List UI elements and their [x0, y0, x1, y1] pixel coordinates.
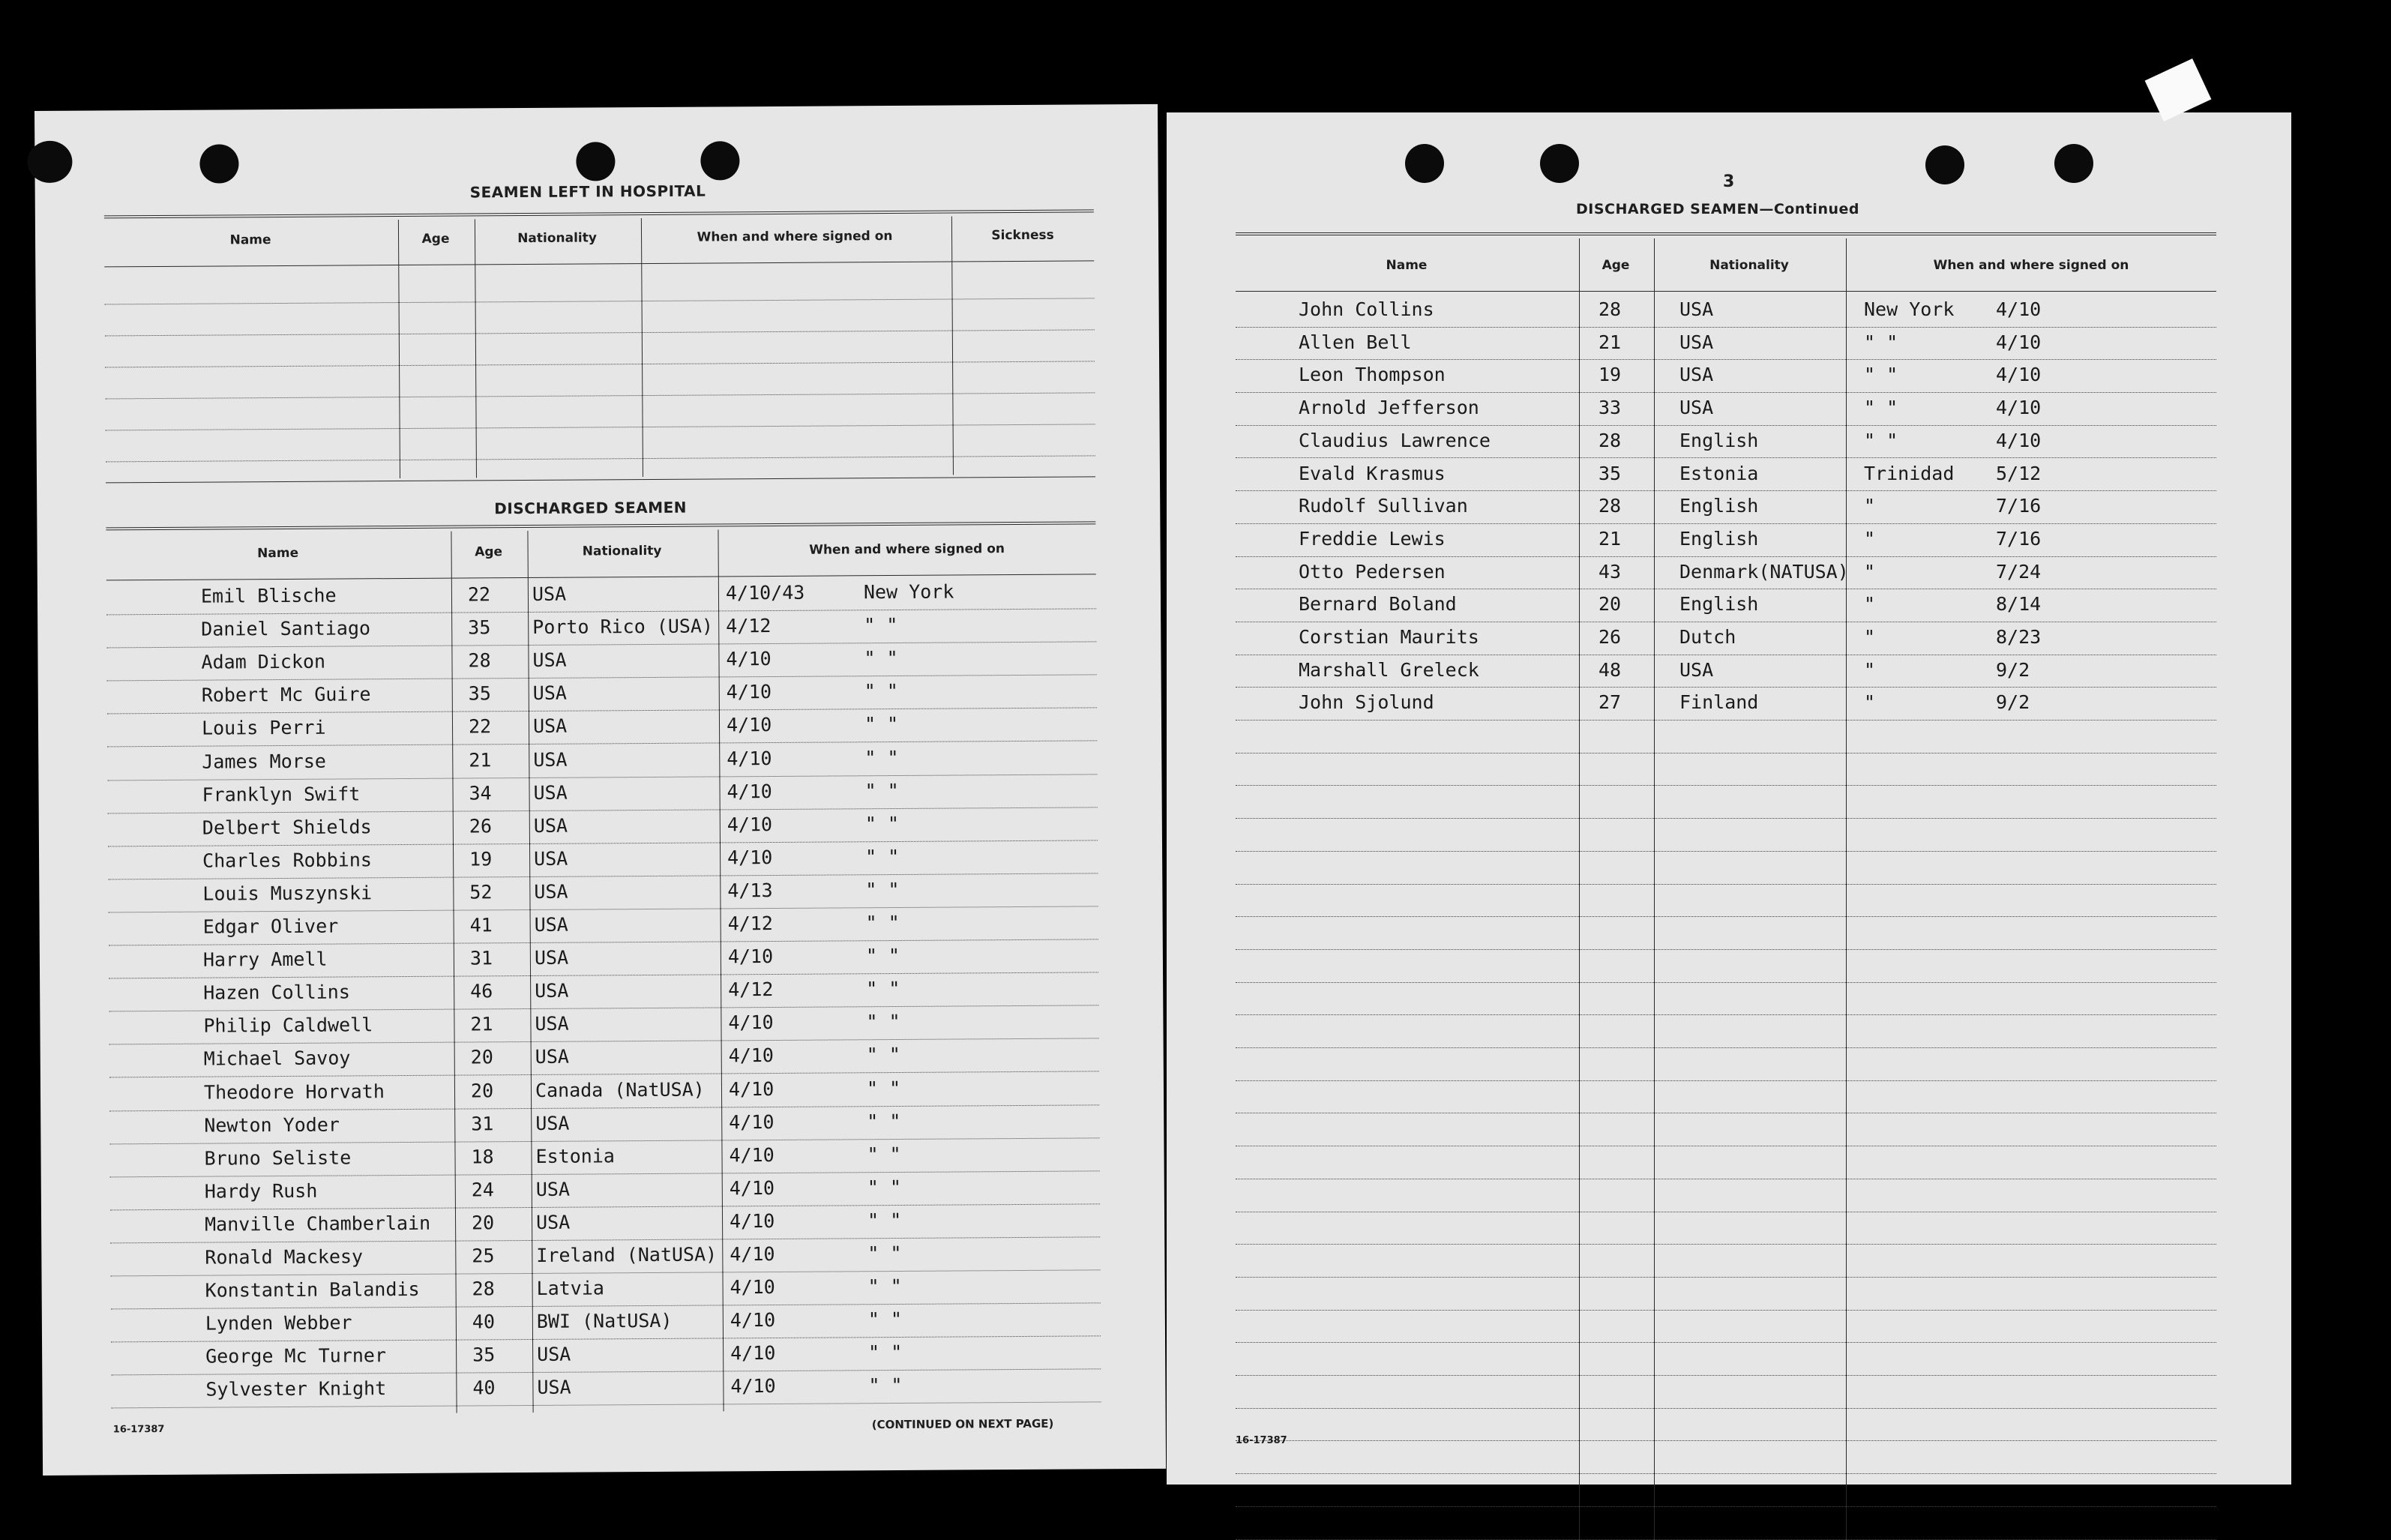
signed-on-place: "	[1864, 495, 1876, 517]
seaman-nationality: USA	[535, 1112, 570, 1134]
punch-hole	[27, 141, 72, 183]
col-header-signed-on: When and where signed on	[1933, 258, 2129, 273]
seaman-age: 40	[472, 1377, 496, 1399]
seaman-age: 22	[468, 715, 492, 738]
seaman-nationality: USA	[1679, 658, 1714, 681]
signed-on-date: 4/10	[729, 1143, 775, 1167]
seaman-nationality: Denmark(NATUSA)	[1679, 560, 1849, 583]
signed-on-place: " "	[867, 1308, 903, 1331]
seaman-name: Sylvester Knight	[205, 1377, 387, 1401]
seaman-nationality: Latvia	[536, 1277, 605, 1300]
seaman-name: Adam Dickon	[201, 650, 326, 673]
seaman-name: Claudius Lawrence	[1299, 429, 1491, 451]
signed-on-date: 4/10	[729, 1110, 775, 1133]
signed-on-place: " "	[864, 614, 898, 637]
table-row	[1236, 1014, 2216, 1047]
table-row	[1236, 1146, 2216, 1179]
signed-on-date: 5/12	[1996, 462, 2042, 484]
seaman-name: Rudolf Sullivan	[1299, 495, 1468, 517]
table-row	[1236, 294, 2216, 327]
page-number: 3	[1723, 172, 1735, 191]
seaman-name: Louis Muszynski	[202, 882, 373, 905]
seaman-age: 21	[1598, 331, 1622, 353]
signed-on-date: 4/10	[729, 1176, 775, 1200]
seaman-name: Konstantin Balandis	[205, 1278, 420, 1302]
signed-on-place: New York	[863, 580, 954, 604]
punch-hole	[1925, 145, 1964, 184]
seaman-name: Philip Caldwell	[203, 1014, 373, 1037]
signed-on-place: " "	[865, 945, 900, 967]
signed-on-date: 4/13	[727, 879, 773, 902]
punch-hole	[576, 142, 615, 181]
seaman-nationality: USA	[532, 649, 567, 672]
seaman-name: Ronald Mackesy	[205, 1245, 364, 1269]
seaman-age: 26	[469, 814, 493, 837]
table-row	[1236, 327, 2216, 360]
seaman-name: Bernard Boland	[1299, 593, 1457, 616]
seaman-nationality: Estonia	[1679, 462, 1759, 484]
signed-on-date: 4/10	[728, 1077, 775, 1100]
seaman-nationality: USA	[533, 814, 568, 837]
signed-on-date: 4/10	[730, 1242, 775, 1266]
table-row	[1236, 786, 2216, 819]
table-row	[1236, 1473, 2216, 1506]
seaman-name: Edgar Oliver	[202, 915, 339, 938]
seaman-name: Evald Krasmus	[1299, 462, 1446, 484]
table-row	[1236, 818, 2216, 851]
col-header-age: Age	[421, 231, 450, 247]
table-row	[1236, 1179, 2216, 1212]
punch-hole	[1540, 144, 1579, 183]
seaman-age: 31	[471, 1112, 494, 1135]
seaman-age: 20	[471, 1212, 495, 1234]
seaman-name: John Sjolund	[1299, 691, 1434, 714]
table-row	[1236, 753, 2216, 786]
table-row	[1236, 556, 2216, 589]
seaman-age: 35	[472, 1344, 496, 1366]
signed-on-place: " "	[866, 1044, 900, 1066]
right-page	[1167, 112, 2291, 1485]
signed-on-date: 4/10	[1996, 331, 2042, 353]
seaman-nationality: USA	[1679, 397, 1714, 419]
seaman-age: 28	[1598, 429, 1622, 451]
signed-on-date: 4/12	[727, 912, 773, 935]
table-row	[111, 1369, 1101, 1408]
signed-on-place: " "	[868, 1374, 903, 1397]
table-row	[111, 1303, 1101, 1342]
signed-on-date: 4/10	[727, 780, 772, 802]
table-row	[106, 642, 1096, 681]
seaman-nationality: English	[1679, 527, 1759, 550]
signed-on-date: 4/10	[727, 846, 773, 869]
seaman-age: 25	[472, 1245, 495, 1267]
signed-on-date: 9/2	[1996, 691, 2030, 714]
signed-on-date: 4/10	[1996, 298, 2042, 320]
signed-on-place: " "	[867, 1242, 902, 1265]
table-row	[1236, 425, 2216, 458]
col-header-nationality: Nationality	[582, 543, 662, 559]
seaman-name: George Mc Turner	[205, 1344, 387, 1368]
seaman-nationality: Porto Rico (USA)	[532, 615, 714, 639]
seaman-age: 21	[469, 748, 492, 771]
seaman-age: 33	[1598, 397, 1622, 419]
form-number: 16-17387	[1236, 1435, 1287, 1446]
seaman-name: Marshall Greleck	[1299, 658, 1479, 681]
table-row	[1236, 1244, 2216, 1277]
seaman-name: Delbert Shields	[202, 815, 372, 839]
seaman-nationality: USA	[534, 913, 568, 936]
seaman-name: Corstian Maurits	[1299, 626, 1479, 648]
seaman-name: Theodore Horvath	[203, 1080, 385, 1104]
table-row	[1236, 1342, 2216, 1375]
table-row	[108, 840, 1098, 879]
seaman-age: 41	[469, 914, 493, 936]
col-header-age: Age	[475, 544, 503, 560]
seaman-name: James Morse	[202, 750, 326, 773]
table-row	[1236, 490, 2216, 523]
signed-on-place: " "	[1864, 364, 1898, 386]
punch-hole	[2054, 144, 2093, 183]
seaman-age: 28	[1598, 495, 1622, 517]
seaman-age: 35	[468, 682, 491, 705]
signed-on-date: 4/10	[1996, 429, 2042, 451]
seaman-name: Newton Yoder	[204, 1113, 340, 1137]
signed-on-place: " "	[867, 1143, 901, 1165]
table-row	[106, 608, 1096, 647]
seaman-nationality: USA	[533, 781, 568, 804]
signed-on-place: " "	[867, 1275, 902, 1298]
table-row	[1236, 1375, 2216, 1408]
signed-on-place: " "	[868, 1341, 903, 1364]
signed-on-date: 9/2	[1996, 658, 2030, 681]
table-row	[1236, 1441, 2216, 1474]
seaman-name: Daniel Santiago	[201, 617, 371, 640]
signed-on-place: " "	[864, 713, 899, 736]
table-row	[106, 575, 1096, 614]
seaman-nationality: USA	[532, 715, 568, 738]
seaman-nationality: USA	[535, 1178, 571, 1200]
seaman-name: Bruno Seliste	[204, 1146, 352, 1170]
signed-on-date: 4/10	[1996, 397, 2042, 419]
signed-on-date: 4/10	[728, 1011, 774, 1034]
seaman-age: 35	[1598, 462, 1622, 484]
seaman-nationality: Canada (NatUSA)	[535, 1078, 705, 1101]
seaman-nationality: USA	[537, 1343, 571, 1366]
signed-on-date: 4/10	[727, 747, 772, 769]
seaman-nationality: Finland	[1679, 691, 1759, 714]
seaman-nationality: English	[1679, 495, 1759, 517]
signed-on-place: New York	[1864, 298, 1955, 320]
signed-on-place: "	[1864, 658, 1876, 681]
seaman-name: Leon Thompson	[1299, 364, 1446, 386]
seaman-name: Hardy Rush	[204, 1179, 318, 1203]
table-row	[107, 774, 1097, 813]
seaman-age: 20	[1598, 593, 1622, 616]
left-page	[34, 104, 1166, 1476]
signed-on-date: 4/10	[730, 1309, 776, 1332]
seaman-name: Emil Blische	[200, 584, 337, 607]
punch-hole	[700, 141, 739, 180]
signed-on-place: " "	[865, 878, 900, 901]
table-row	[1236, 687, 2216, 720]
signed-on-date: 4/10/43	[725, 581, 805, 604]
table-row	[1236, 884, 2216, 917]
seaman-name: Allen Bell	[1299, 331, 1412, 353]
signed-on-place: "	[1864, 593, 1876, 616]
signed-on-date: 4/10	[726, 714, 772, 736]
signed-on-place: " "	[867, 1110, 901, 1132]
seaman-nationality: USA	[535, 979, 569, 1002]
table-row	[109, 1104, 1099, 1143]
table-row	[1236, 1277, 2216, 1310]
table-row	[1236, 1212, 2216, 1245]
seaman-age: 28	[1598, 298, 1622, 320]
signed-on-date: 4/10	[727, 945, 774, 968]
punch-hole	[1405, 144, 1444, 183]
seaman-name: John Collins	[1299, 298, 1434, 320]
seaman-age: 35	[468, 616, 491, 639]
seaman-age: 31	[469, 947, 493, 969]
seaman-name: Charles Robbins	[202, 849, 372, 872]
table-row	[1236, 655, 2216, 688]
signed-on-place: " "	[1864, 429, 1898, 451]
table-row	[1236, 392, 2216, 425]
seaman-name: Michael Savoy	[203, 1047, 351, 1071]
seaman-name: Freddie Lewis	[1299, 527, 1446, 550]
seaman-age: 26	[1598, 626, 1622, 648]
signed-on-place: " "	[1864, 397, 1898, 419]
seaman-nationality: USA	[535, 1211, 571, 1233]
table-row	[107, 741, 1097, 780]
signed-on-place: " "	[866, 1077, 901, 1099]
seaman-age: 20	[470, 1079, 494, 1101]
signed-on-date: 4/10	[730, 1375, 776, 1398]
seaman-name: Arnold Jefferson	[1299, 397, 1479, 419]
table-row	[1236, 1506, 2216, 1539]
seaman-name: Lynden Webber	[205, 1311, 352, 1335]
signed-on-place: " "	[864, 647, 898, 670]
signed-on-date: 8/14	[1996, 593, 2042, 616]
seaman-nationality: USA	[1679, 364, 1714, 386]
seaman-age: 46	[470, 980, 493, 1002]
table-row	[1236, 523, 2216, 556]
signed-on-place: "	[1864, 691, 1876, 714]
seaman-age: 18	[471, 1145, 494, 1168]
table-row	[1236, 982, 2216, 1015]
punch-hole	[199, 144, 238, 183]
seaman-name: Robert Mc Guire	[201, 683, 371, 706]
signed-on-place: " "	[865, 911, 900, 934]
seaman-nationality: English	[1679, 429, 1759, 451]
signed-on-date: 4/10	[727, 813, 773, 836]
table-row	[107, 708, 1097, 747]
table-row	[109, 1038, 1099, 1077]
table-row	[1236, 589, 2216, 622]
table-row	[110, 1170, 1100, 1209]
table-row	[108, 807, 1098, 846]
table-row	[1236, 1113, 2216, 1146]
seaman-nationality: USA	[1679, 298, 1714, 320]
form-number: 16-17387	[112, 1423, 165, 1436]
signed-on-place: "	[1864, 560, 1876, 583]
col-header-name: Name	[1386, 258, 1428, 273]
seaman-nationality: USA	[1679, 331, 1714, 353]
seaman-nationality: USA	[532, 583, 567, 605]
table-row	[1236, 359, 2216, 392]
signed-on-place: "	[1864, 527, 1876, 550]
signed-on-place: " "	[866, 978, 900, 1000]
signed-on-place: "	[1864, 626, 1876, 648]
table-row	[1236, 1047, 2216, 1080]
signed-on-place: " "	[864, 812, 900, 834]
seaman-age: 43	[1598, 560, 1622, 583]
signed-on-date: 8/23	[1996, 626, 2042, 648]
col-header-sickness: Sickness	[991, 227, 1054, 244]
signed-on-date: 4/10	[730, 1342, 776, 1365]
signed-on-place: " "	[867, 1176, 902, 1199]
table-row	[110, 1269, 1100, 1308]
col-header-signed-on: When and where signed on	[809, 541, 1005, 558]
signed-on-date: 7/16	[1996, 527, 2042, 550]
seaman-name: Otto Pedersen	[1299, 560, 1446, 583]
col-header-signed-on: When and where signed on	[697, 229, 893, 245]
seaman-name: Louis Perri	[201, 717, 326, 740]
hospital-section-title: SEAMEN LEFT IN HOSPITAL	[469, 181, 706, 202]
seaman-name: Franklyn Swift	[202, 782, 361, 806]
table-row	[1236, 851, 2216, 884]
table-row	[109, 1071, 1099, 1110]
seaman-nationality: Dutch	[1679, 626, 1736, 648]
signed-on-date: 4/10	[730, 1276, 775, 1299]
seaman-nationality: USA	[534, 847, 568, 870]
discharged-section-title: DISCHARGED SEAMEN	[494, 498, 688, 518]
signed-on-place: " "	[865, 845, 900, 868]
seaman-age: 24	[471, 1179, 494, 1201]
seaman-age: 21	[470, 1013, 493, 1035]
table-row	[110, 1203, 1100, 1242]
table-row	[111, 1336, 1101, 1375]
signed-on-place: Trinidad	[1864, 462, 1955, 484]
table-row	[109, 1005, 1098, 1044]
seaman-nationality: USA	[533, 748, 568, 771]
seaman-nationality: Ireland (NatUSA)	[536, 1243, 718, 1266]
signed-on-date: 4/10	[726, 681, 772, 703]
col-header-name: Name	[257, 545, 299, 562]
seaman-age: 52	[469, 881, 493, 903]
seaman-nationality: USA	[537, 1377, 571, 1399]
seaman-nationality: USA	[534, 946, 569, 969]
table-row	[1236, 622, 2216, 655]
seaman-age: 19	[469, 848, 493, 870]
col-header-nationality: Nationality	[1709, 258, 1789, 273]
signed-on-date: 4/10	[726, 648, 772, 670]
table-row	[1236, 949, 2216, 982]
seaman-age: 40	[472, 1311, 496, 1333]
seaman-nationality: USA	[532, 682, 568, 705]
signed-on-place: " "	[1864, 331, 1898, 353]
table-row	[1236, 1310, 2216, 1343]
seaman-age: 27	[1598, 691, 1622, 714]
continued-note: (CONTINUED ON NEXT PAGE)	[871, 1416, 1054, 1432]
seaman-age: 21	[1598, 527, 1622, 550]
seaman-age: 28	[472, 1278, 495, 1300]
table-row	[1236, 916, 2216, 949]
seaman-nationality: English	[1679, 593, 1759, 616]
seaman-age: 22	[467, 583, 491, 606]
seaman-age: 20	[470, 1046, 493, 1068]
signed-on-place: " "	[864, 746, 899, 769]
seaman-name: Manville Chamberlain	[204, 1212, 431, 1236]
seaman-nationality: USA	[534, 880, 568, 903]
signed-on-date: 4/10	[1996, 364, 2042, 386]
signed-on-date: 4/12	[726, 615, 772, 637]
signed-on-place: " "	[864, 680, 898, 703]
table-row	[109, 1137, 1099, 1176]
signed-on-place: " "	[867, 1209, 902, 1232]
page-title: DISCHARGED SEAMEN—Continued	[1576, 201, 1859, 217]
seaman-age: 19	[1598, 364, 1622, 386]
signed-on-place: " "	[864, 779, 899, 801]
table-row	[107, 675, 1097, 714]
table-row	[1236, 720, 2216, 753]
signed-on-date: 4/10	[729, 1209, 775, 1233]
seaman-nationality: Estonia	[535, 1144, 615, 1167]
signed-on-date: 4/12	[728, 978, 774, 1001]
signed-on-date: 7/16	[1996, 495, 2042, 517]
signed-on-date: 4/10	[728, 1044, 775, 1067]
seaman-nationality: USA	[535, 1012, 569, 1035]
table-row	[109, 972, 1098, 1011]
col-header-nationality: Nationality	[517, 230, 598, 247]
table-row	[109, 939, 1098, 978]
seaman-nationality: BWI (NatUSA)	[536, 1310, 673, 1333]
table-row	[110, 1236, 1100, 1275]
col-header-name: Name	[229, 232, 271, 248]
table-row	[1236, 1080, 2216, 1113]
table-row	[108, 873, 1098, 912]
table-row	[1236, 1408, 2216, 1441]
seaman-age: 34	[469, 781, 492, 804]
table-row	[1236, 458, 2216, 491]
seaman-name: Harry Amell	[202, 948, 328, 971]
table-row	[109, 906, 1098, 945]
signed-on-date: 7/24	[1996, 560, 2042, 583]
seaman-age: 48	[1598, 658, 1622, 681]
seaman-nationality: USA	[535, 1046, 569, 1068]
seaman-name: Hazen Collins	[203, 981, 350, 1004]
col-header-age: Age	[1601, 258, 1630, 273]
signed-on-place: " "	[866, 1011, 900, 1033]
seaman-age: 28	[468, 649, 491, 672]
